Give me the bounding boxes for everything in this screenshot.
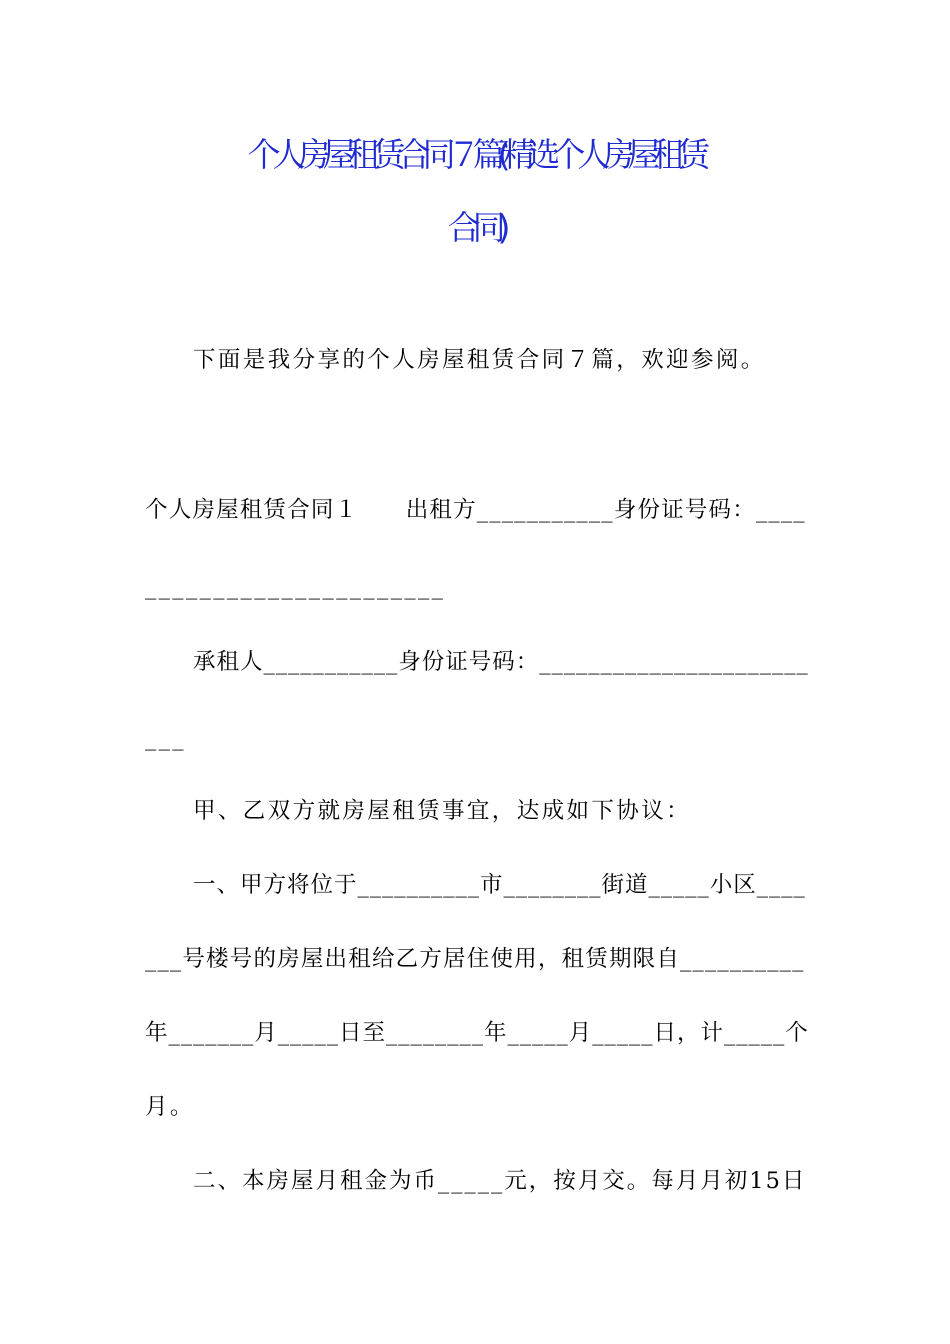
lessee-id-continuation: ___ — [145, 725, 186, 751]
clause-1-line-3: 年_______月_____日至________年_____月_____日，计_____个 — [145, 1020, 809, 1046]
clause-1-line-4: 月。 — [145, 1094, 195, 1120]
clause-2-line-1: 二、本房屋月租金为币_____元，按月交。每月月初15日 — [193, 1168, 807, 1194]
clause-1-line-1: 一、甲方将位于__________市________街道_____小区____ — [193, 872, 806, 898]
contract-heading-lessor-line: 个人房屋租赁合同１ 出租方___________身份证号码：____ — [145, 497, 806, 523]
lessee-line: 承租人___________身份证号码：______________________ — [193, 649, 809, 675]
agreement-intro: 甲、乙双方就房屋租赁事宜，达成如下协议： — [193, 798, 692, 824]
document-title-line-1: 个人房屋租赁合同７篇(精选个人房屋租赁 — [247, 135, 703, 174]
intro-paragraph: 下面是我分享的个人房屋租赁合同７篇，欢迎参阅。 — [193, 347, 766, 373]
document-title-line-2: 合同) — [447, 208, 503, 247]
lessor-id-continuation: ______________________ — [145, 574, 446, 600]
clause-1-line-2: ___号楼号的房屋出租给乙方居住使用，租赁期限自__________ — [145, 946, 805, 972]
